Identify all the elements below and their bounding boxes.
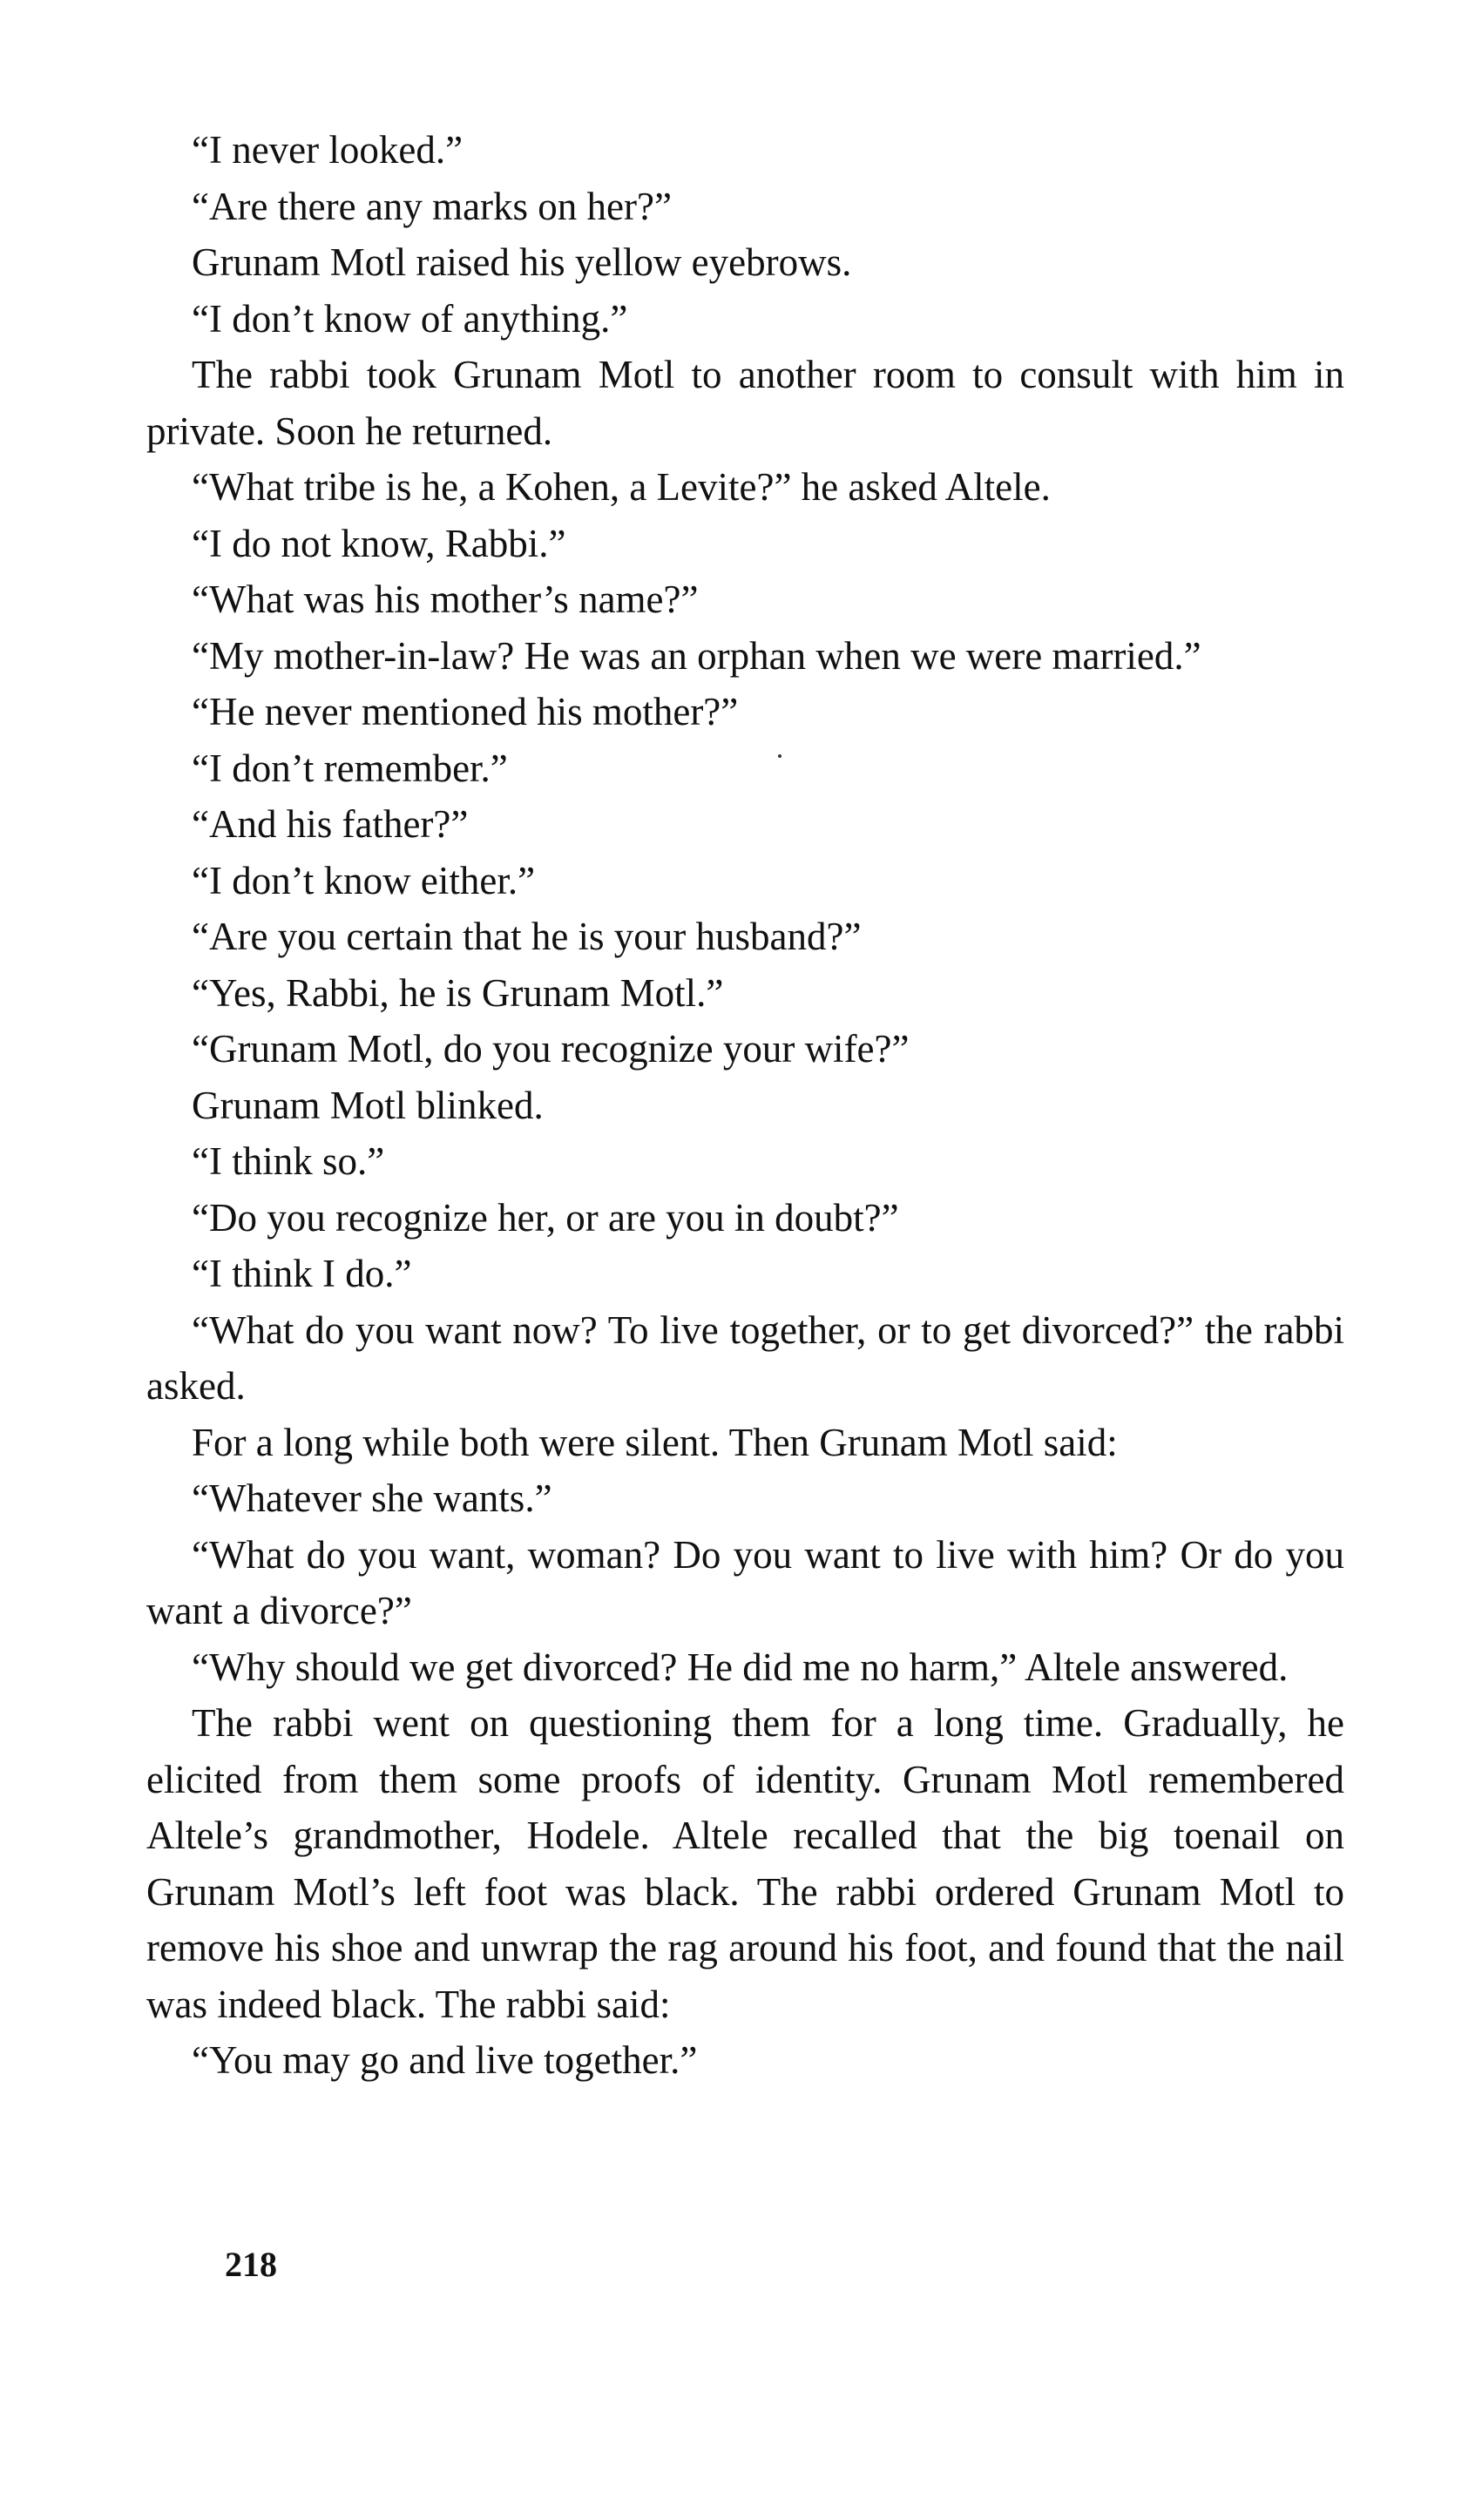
paragraph: “My mother-in-law? He was an orphan when we were married.” [192,633,1201,678]
paragraph: Grunam Motl raised his yellow eyebrows. [192,240,852,284]
paragraph: Grunam Motl blinked. [192,1083,544,1127]
paragraph: “Are there any marks on her?” [192,184,672,228]
paragraph: “He never mentioned his mother?” [192,690,739,733]
paragraph: “You may go and live together.” [192,2038,698,2082]
paragraph: “I do not know, Rabbi.” [192,521,566,565]
paragraph: “Whatever she wants.” [192,1476,552,1520]
paragraph: For a long while both were silent. Then Grunam Motl said: [192,1420,1118,1464]
print-speck [778,754,781,758]
paragraph: “I never looked.” [192,128,463,172]
paragraph: “I think I do.” [192,1252,412,1295]
paragraph: “I don’t remember.” [192,746,508,790]
paragraph: “Do you recognize her, or are you in doubt?” [192,1195,899,1240]
paragraph: “What do you want, woman? Do you want to live with him? Or do you want a divorce?” [146,1532,1344,1632]
paragraph: “I don’t know either.” [192,858,536,902]
paragraph: “What do you want now? To live together, or to get divorced?” the rabbi asked. [146,1307,1344,1408]
paragraph: The rabbi took Grunam Motl to another room to consult with him in private. Soon he returned. [146,353,1344,453]
paragraph: “And his father?” [192,802,469,846]
paragraph: “Are you certain that he is your husband?” [192,915,862,958]
page-body [146,122,1344,2089]
paragraph: “Yes, Rabbi, he is Grunam Motl.” [192,970,724,1015]
paragraph: “What was his mother’s name?” [192,578,699,621]
paragraph: The rabbi went on questioning them for a long time. Gradually, he elicited from them some proofs of identity. Grunam Motl remembered Altele’s grandmother, Hodele. Altele recalled that the big toenail on Grunam Motl’s left foot was black. The rabbi ordered Grunam Motl to remove his shoe and unwrap the rag around his foot, and found that the nail was indeed black. The rabbi said: [146,1701,1344,2026]
paragraph: “Why should we get divorced? He did me no harm,” Altele answered. [192,1645,1289,1689]
paragraph: “What tribe is he, a Kohen, a Levite?” he asked Altele. [192,465,1051,509]
paragraph: “I don’t know of anything.” [192,296,628,341]
page-number: 218 [225,2245,277,2284]
paragraph: “Grunam Motl, do you recognize your wife?” [192,1027,910,1071]
paragraph: “I think so.” [192,1139,385,1183]
